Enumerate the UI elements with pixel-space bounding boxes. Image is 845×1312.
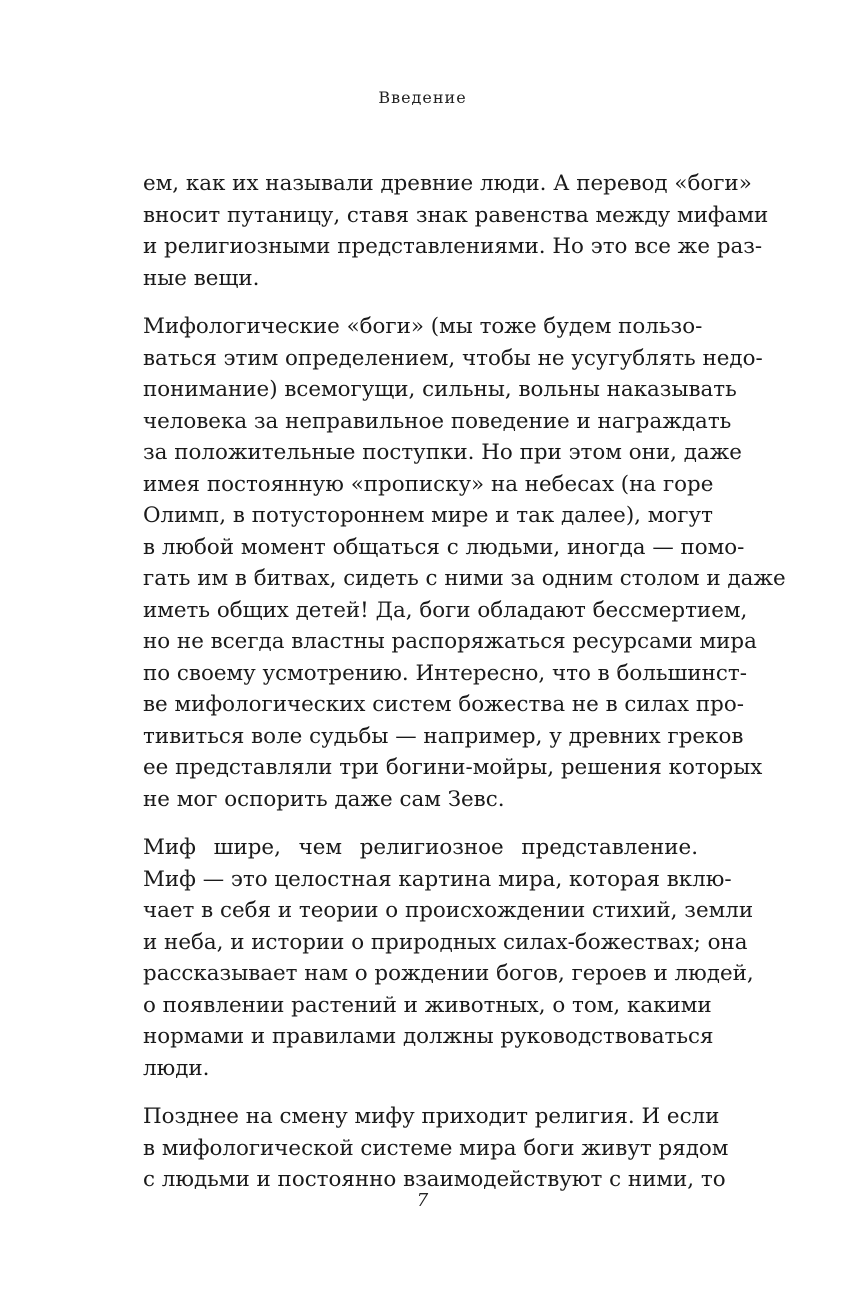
text-line: гать им в битвах, сидеть с ними за одним столом и даже: [143, 566, 786, 591]
text-line: вносит путаницу, ставя знак равенства между мифами: [143, 202, 769, 228]
text-line: Миф — это целостная картина мира, которая вклю-: [143, 866, 732, 892]
text-line: по своему усмотрению. Интересно, что в большинст-: [143, 660, 747, 686]
text-line: нормами и правилами должны руководствоваться: [143, 1024, 714, 1049]
running-head: Введение: [378, 88, 467, 107]
paragraph-4: [143, 1101, 729, 1196]
text-line: Миф шире, чем религиозное представление.: [143, 835, 698, 860]
body-text: [143, 168, 786, 1213]
text-line: иметь общих детей! Да, боги обладают бессмертием,: [143, 597, 748, 623]
text-line: в мифологической системе мира боги живут рядом: [143, 1135, 729, 1161]
text-line: и религиозными представлениями. Но это все же раз-: [143, 234, 763, 259]
text-line: и неба, и истории о природных силах-божествах; она: [143, 929, 748, 955]
text-line: с людьми и постоянно взаимодействуют с ними, то: [143, 1167, 726, 1192]
text-line: но не всегда властны распоряжаться ресурсами мира: [143, 629, 757, 654]
text-line: не мог оспорить даже сам Зевс.: [143, 786, 505, 812]
text-line: за положительные поступки. Но при этом они, даже: [143, 440, 742, 465]
text-line: ее представляли три богини-мойры, решения которых: [143, 755, 763, 780]
text-line: чает в себя и теории о происхождении стихий, земли: [143, 898, 754, 923]
page-number: 7: [416, 1190, 429, 1211]
text-line: ные вещи.: [143, 265, 260, 291]
text-line: ве мифологических систем божества не в силах про-: [143, 692, 744, 717]
text-line: ваться этим определением, чтобы не усугублять недо-: [143, 345, 763, 371]
text-line: Мифологические «боги» (мы тоже будем пользо-: [143, 314, 703, 339]
text-line: о появлении растений и животных, о том, какими: [143, 992, 712, 1018]
text-line: понимание) всемогущи, сильны, вольны наказывать: [143, 377, 737, 402]
text-line: Позднее на смену мифу приходит религия. И если: [143, 1104, 720, 1129]
text-line: тивиться воле судьбы — например, у древних греков: [143, 723, 744, 749]
text-line: человека за неправильное поведение и награждать: [143, 408, 732, 434]
paragraph-1: [143, 168, 769, 294]
paragraph-3: [143, 832, 754, 1084]
text-line: имея постоянную «прописку» на небесах (на горе: [143, 471, 714, 497]
text-line: Олимп, в потустороннем мире и так далее), могут: [143, 503, 713, 528]
text-line: в любой момент общаться с людьми, иногда — помо-: [143, 534, 745, 560]
text-line: рассказывает нам о рождении богов, героев и людей,: [143, 961, 754, 986]
paragraph-2: [143, 311, 786, 815]
text-line: ем, как их называли древние люди. А перевод «боги»: [143, 171, 752, 196]
text-line: люди.: [143, 1055, 210, 1081]
